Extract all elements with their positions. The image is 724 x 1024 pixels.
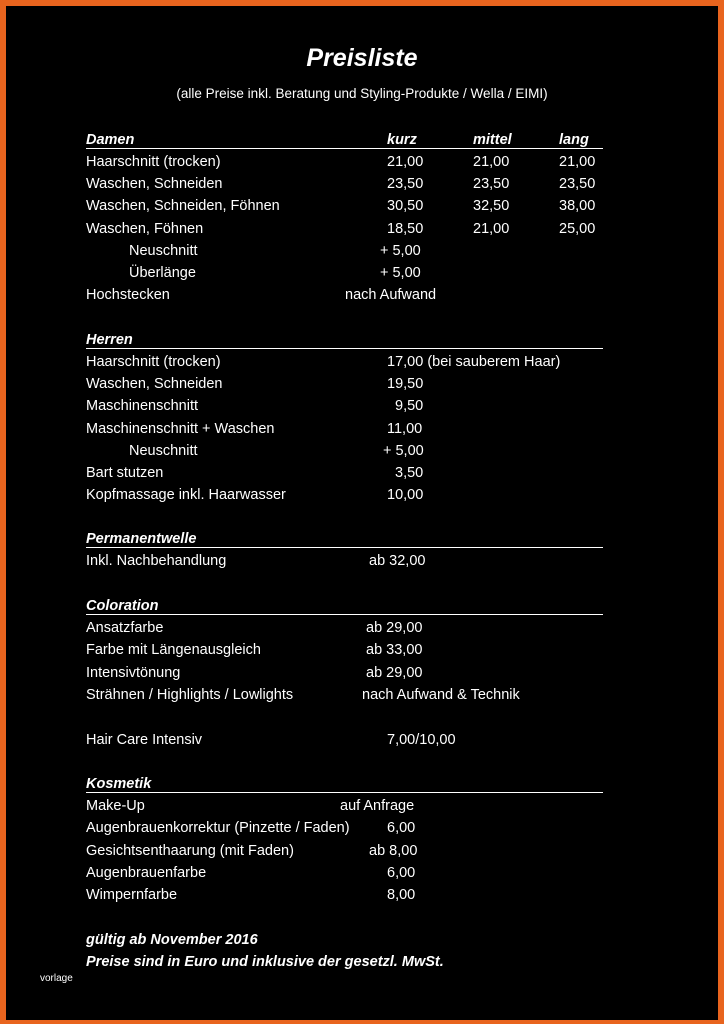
kosmetik-row-label: Wimpernfarbe (86, 887, 178, 903)
coloration-row-label: Intensivtönung (86, 665, 181, 681)
herren-row-label: Maschinenschnitt + Waschen (86, 421, 275, 437)
kosmetik-row-label: Gesichtsenthaarung (mit Faden) (86, 843, 294, 859)
kosmetik-row-price: auf Anfrage (340, 798, 415, 814)
damen-row-mittel: 21,00 (473, 154, 510, 170)
damen-row-label: Neuschnitt (129, 243, 198, 259)
herren-row-price: 11,00 (387, 421, 423, 437)
section-rule-permanentwelle (86, 547, 603, 548)
column-header-lang: lang (559, 132, 589, 148)
kosmetik-row-price: 6,00 (387, 820, 416, 836)
coloration-row-price: nach Aufwand & Technik (362, 687, 520, 703)
damen-row-mittel: 32,50 (473, 198, 510, 214)
section-rule-coloration (86, 614, 603, 615)
coloration-row-label: Hair Care Intensiv (86, 732, 203, 748)
section-rule-kosmetik (86, 792, 603, 793)
damen-row-kurz: 23,50 (387, 176, 424, 192)
section-header-kosmetik: Kosmetik (86, 776, 152, 792)
section-header-damen: Damen (86, 132, 135, 148)
page-title: Preisliste (306, 44, 418, 72)
damen-row-label: Waschen, Schneiden (86, 176, 223, 192)
damen-row-lang: 23,50 (559, 176, 596, 192)
perm-row-label: Inkl. Nachbehandlung (86, 553, 227, 569)
column-header-mittel: mittel (473, 132, 512, 148)
validity-note: gültig ab November 2016 (86, 932, 258, 948)
perm-row-price: ab 32,00 (369, 553, 426, 569)
herren-row-label: Neuschnitt (129, 443, 198, 459)
herren-row-label: Waschen, Schneiden (86, 376, 223, 392)
damen-row-label: Hochstecken (86, 287, 170, 303)
damen-row-kurz: 21,00 (387, 154, 424, 170)
kosmetik-row-label: Make-Up (86, 798, 145, 814)
damen-row-kurz: + 5,00 (380, 243, 421, 259)
damen-row-lang: 21,00 (559, 154, 596, 170)
coloration-row-label: Farbe mit Längenausgleich (86, 642, 261, 658)
coloration-row-price: ab 29,00 (366, 620, 423, 636)
coloration-row-label: Ansatzfarbe (86, 620, 164, 636)
coloration-row-label: Strähnen / Highlights / Lowlights (86, 687, 294, 703)
section-rule-herren (86, 348, 603, 349)
damen-row-label: Überlänge (129, 265, 196, 281)
section-rule-damen (86, 148, 603, 149)
herren-row-price: 3,50 (395, 465, 424, 481)
column-header-kurz: kurz (387, 132, 417, 148)
damen-row-mittel: 23,50 (473, 176, 510, 192)
damen-row-mittel: 21,00 (473, 221, 510, 237)
damen-row-label: Waschen, Föhnen (86, 221, 204, 237)
damen-row-kurz: + 5,00 (380, 265, 421, 281)
coloration-row-price: 7,00/10,00 (387, 732, 456, 748)
coloration-row-price: ab 33,00 (366, 642, 423, 658)
damen-row-label: Haarschnitt (trocken) (86, 154, 221, 170)
herren-row-price: + 5,00 (383, 443, 424, 459)
section-header-permanentwelle: Permanentwelle (86, 531, 197, 547)
section-header-coloration: Coloration (86, 598, 159, 614)
herren-row-label: Maschinenschnitt (86, 398, 199, 414)
page-subtitle: (alle Preise inkl. Beratung und Styling-Produkte / Wella / EIMI) (176, 86, 548, 101)
tax-note: Preise sind in Euro und inklusive der gesetzl. MwSt. (86, 954, 444, 970)
damen-row-label: Waschen, Schneiden, Föhnen (86, 198, 280, 214)
kosmetik-row-price: 8,00 (387, 887, 416, 903)
herren-row-price: 19,50 (387, 376, 424, 392)
herren-row-label: Kopfmassage inkl. Haarwasser (86, 487, 286, 503)
herren-row-price: 10,00 (387, 487, 424, 503)
damen-row-lang: 25,00 (559, 221, 596, 237)
section-header-herren: Herren (86, 332, 133, 348)
kosmetik-row-label: Augenbrauenfarbe (86, 865, 207, 881)
damen-row-lang: 38,00 (559, 198, 596, 214)
coloration-row-price: ab 29,00 (366, 665, 423, 681)
watermark-text: vorlage (40, 973, 73, 984)
kosmetik-row-label: Augenbrauenkorrektur (Pinzette / Faden) (86, 820, 350, 836)
herren-row-label: Bart stutzen (86, 465, 164, 481)
damen-row-kurz: 18,50 (387, 221, 424, 237)
kosmetik-row-price: ab 8,00 (369, 843, 418, 859)
damen-row-kurz: 30,50 (387, 198, 424, 214)
herren-row-price: 9,50 (395, 398, 424, 414)
damen-row-kurz: nach Aufwand (345, 287, 437, 303)
herren-row-price: 17,00 (bei sauberem Haar) (387, 354, 561, 370)
kosmetik-row-price: 6,00 (387, 865, 416, 881)
herren-row-label: Haarschnitt (trocken) (86, 354, 221, 370)
